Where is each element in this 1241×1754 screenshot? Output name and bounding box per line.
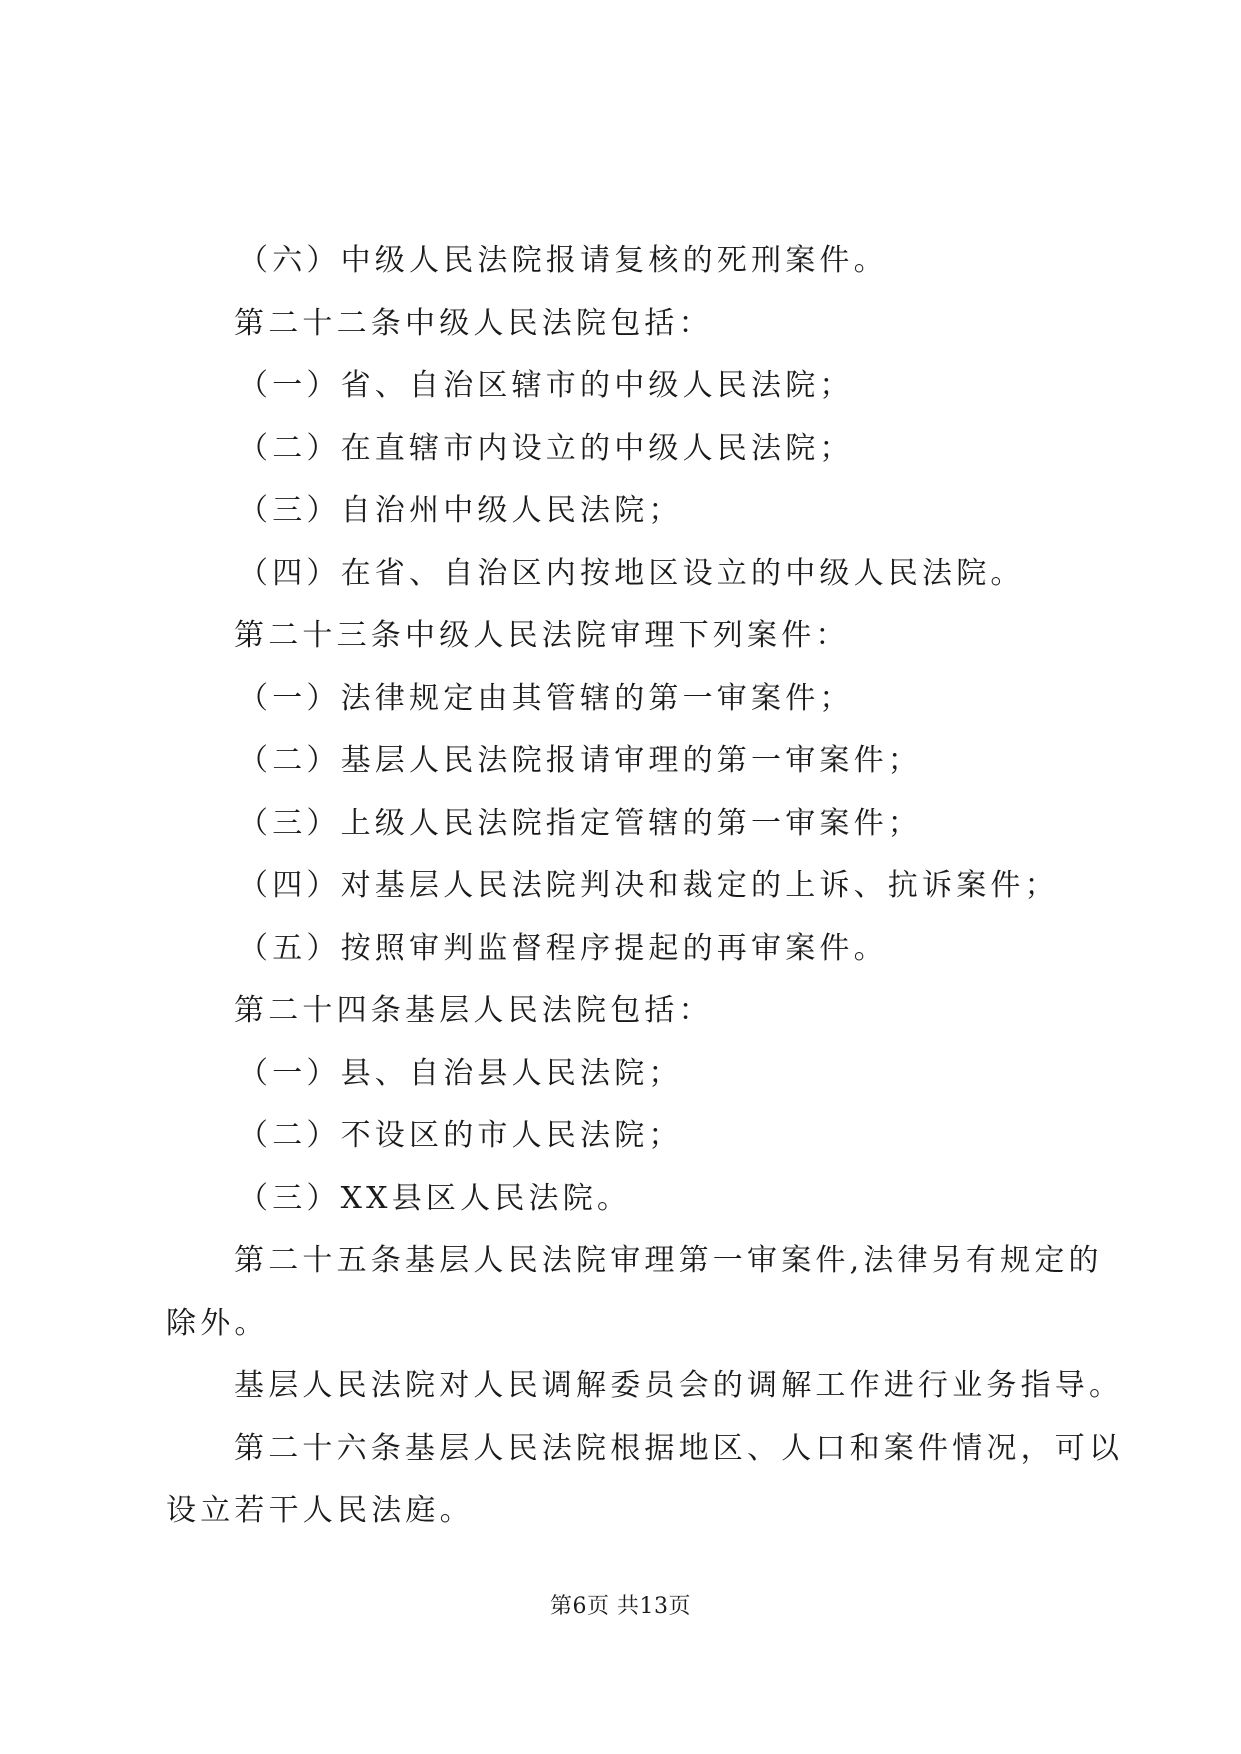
list-item: （四）对基层人民法院判决和裁定的上诉、抗诉案件； — [238, 868, 1059, 903]
article-paragraph: 基层人民法院对人民调解委员会的调解工作进行业务指导。 — [234, 1368, 1124, 1403]
list-item: （三）上级人民法院指定管辖的第一审案件； — [238, 805, 922, 841]
list-item: （一）县、自治县人民法院； — [238, 1055, 683, 1091]
list-item: （五）按照审判监督程序提起的再审案件。 — [238, 930, 888, 966]
paragraph-continuation: 设立若干人民法庭。 — [166, 1493, 474, 1528]
list-item: （二）基层人民法院报请审理的第一审案件； — [238, 743, 922, 778]
list-item: （四）在省、自治区内按地区设立的中级人民法院。 — [238, 555, 1025, 591]
list-item: （三）自治州中级人民法院； — [238, 493, 683, 528]
article-paragraph: 第二十六条基层人民法院根据地区、人口和案件情况，可以 — [234, 1430, 1124, 1466]
article-heading: 第二十二条中级人民法院包括： — [234, 305, 713, 341]
document-body — [166, 230, 1124, 1543]
list-item: （二）在直辖市内设立的中级人民法院； — [238, 430, 854, 466]
article-heading: 第二十三条中级人民法院审理下列案件： — [234, 618, 850, 653]
list-item: （一）省、自治区辖市的中级人民法院； — [238, 368, 854, 403]
list-item: （三）XX县区人民法院。 — [238, 1180, 632, 1216]
list-item: （一）法律规定由其管辖的第一审案件； — [238, 680, 854, 716]
list-item: （六）中级人民法院报请复核的死刑案件。 — [238, 243, 888, 278]
article-heading: 第二十四条基层人民法院包括： — [234, 993, 713, 1028]
paragraph-continuation: 除外。 — [166, 1305, 269, 1341]
page-number-footer: 第6页 共13页 — [550, 1594, 691, 1619]
article-paragraph: 第二十五条基层人民法院审理第一审案件,法律另有规定的 — [234, 1243, 1103, 1278]
list-item: （二）不设区的市人民法院； — [238, 1118, 683, 1153]
